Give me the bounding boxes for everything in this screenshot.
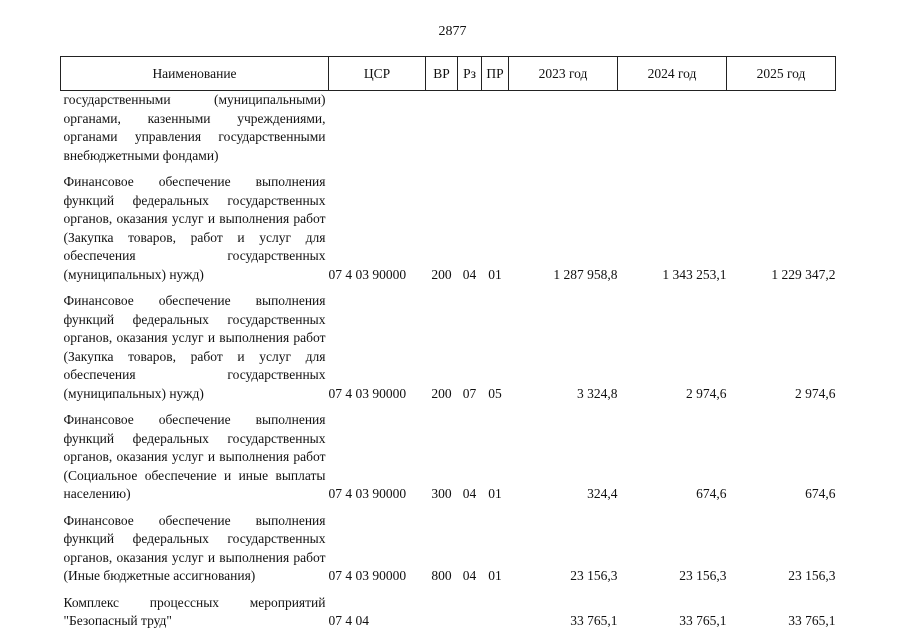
row-2024: 674,6 (696, 486, 727, 501)
row-name: Комплекс процессных мероприятий "Безопасный труд" (63, 594, 326, 628)
table-row (61, 91, 836, 166)
row-csr: 07 4 04 (328, 613, 369, 628)
row-2023: 324,4 (587, 486, 618, 501)
row-vr (426, 91, 458, 166)
row-pr: 05 (488, 385, 502, 401)
row-csr (329, 91, 426, 166)
row-2024: 23 156,3 (679, 568, 727, 583)
row-2023 (509, 91, 618, 166)
row-2025: 1 229 347,2 (771, 266, 836, 282)
row-2025: 2 974,6 (795, 385, 836, 401)
row-vr: 300 (431, 486, 452, 501)
row-name: Финансовое обеспечение выполнения функций федеральных государственных органов, оказания услуг и выполнения работ (Социальное обеспечение и иные выплаты населению) (63, 412, 326, 501)
row-csr: 07 4 03 90000 (328, 568, 407, 583)
row-rz: 04 (462, 486, 477, 501)
row-2024: 2 974,6 (686, 385, 727, 401)
row-csr: 07 4 03 90000 (328, 266, 407, 282)
col-header-rz: Рз (458, 57, 482, 91)
table-row (61, 411, 836, 504)
table-header (61, 57, 836, 91)
row-name: Финансовое обеспечение выполнения функций федеральных государственных органов, оказания услуг и выполнения работ (Иные бюджетные ассигнования) (63, 512, 326, 583)
row-vr: 800 (431, 568, 452, 583)
row-2024: 33 765,1 (679, 613, 727, 628)
row-rz (458, 594, 482, 631)
row-2025: 674,6 (805, 486, 836, 501)
col-header-2023: 2023 год (509, 57, 618, 91)
row-rz: 07 (462, 385, 477, 401)
budget-table (60, 56, 836, 631)
col-header-vr: ВР (426, 57, 458, 91)
row-vr: 200 (431, 266, 452, 282)
table-row (61, 512, 836, 586)
row-2025: 33 765,1 (788, 613, 836, 628)
row-rz: 04 (462, 568, 477, 583)
row-csr: 07 4 03 90000 (328, 385, 407, 401)
table-row (61, 594, 836, 631)
col-header-pr: ПР (482, 57, 509, 91)
col-header-name: Наименование (61, 57, 329, 91)
row-name: Финансовое обеспечение выполнения функций федеральных государственных органов, оказания услуг и выполнения работ (Закупка товаров, работ и услуг для обеспечения государственных (муниципальных) нужд) (63, 293, 326, 401)
row-2024: 1 343 253,1 (662, 266, 727, 282)
row-2025 (727, 91, 836, 166)
table-row (61, 173, 836, 284)
row-vr (426, 594, 458, 631)
row-rz: 04 (462, 266, 477, 282)
row-vr: 200 (431, 385, 452, 401)
row-pr: 01 (488, 266, 502, 282)
col-header-csr: ЦСР (329, 57, 426, 91)
row-2025: 23 156,3 (788, 568, 836, 583)
row-name: государственными (муниципальными) органами, казенными учреждениями, органами управления государственными внебюджетными фондами) (63, 92, 326, 163)
col-header-2025: 2025 год (727, 57, 836, 91)
table-row (61, 292, 836, 403)
row-pr: 01 (488, 486, 502, 501)
row-csr: 07 4 03 90000 (328, 486, 407, 501)
row-2023: 3 324,8 (577, 385, 618, 401)
col-header-2024: 2024 год (618, 57, 727, 91)
row-pr (482, 594, 509, 631)
row-2023: 33 765,1 (570, 613, 618, 628)
row-pr (482, 91, 509, 166)
row-2023: 23 156,3 (570, 568, 618, 583)
row-name: Финансовое обеспечение выполнения функций федеральных государственных органов, оказания услуг и выполнения работ (Закупка товаров, работ и услуг для обеспечения государственных (муниципальных) нужд) (63, 174, 326, 282)
row-rz (458, 91, 482, 166)
row-2023: 1 287 958,8 (553, 266, 618, 282)
page-number: 2877 (438, 24, 467, 39)
row-pr: 01 (488, 568, 502, 583)
row-2024 (618, 91, 727, 166)
